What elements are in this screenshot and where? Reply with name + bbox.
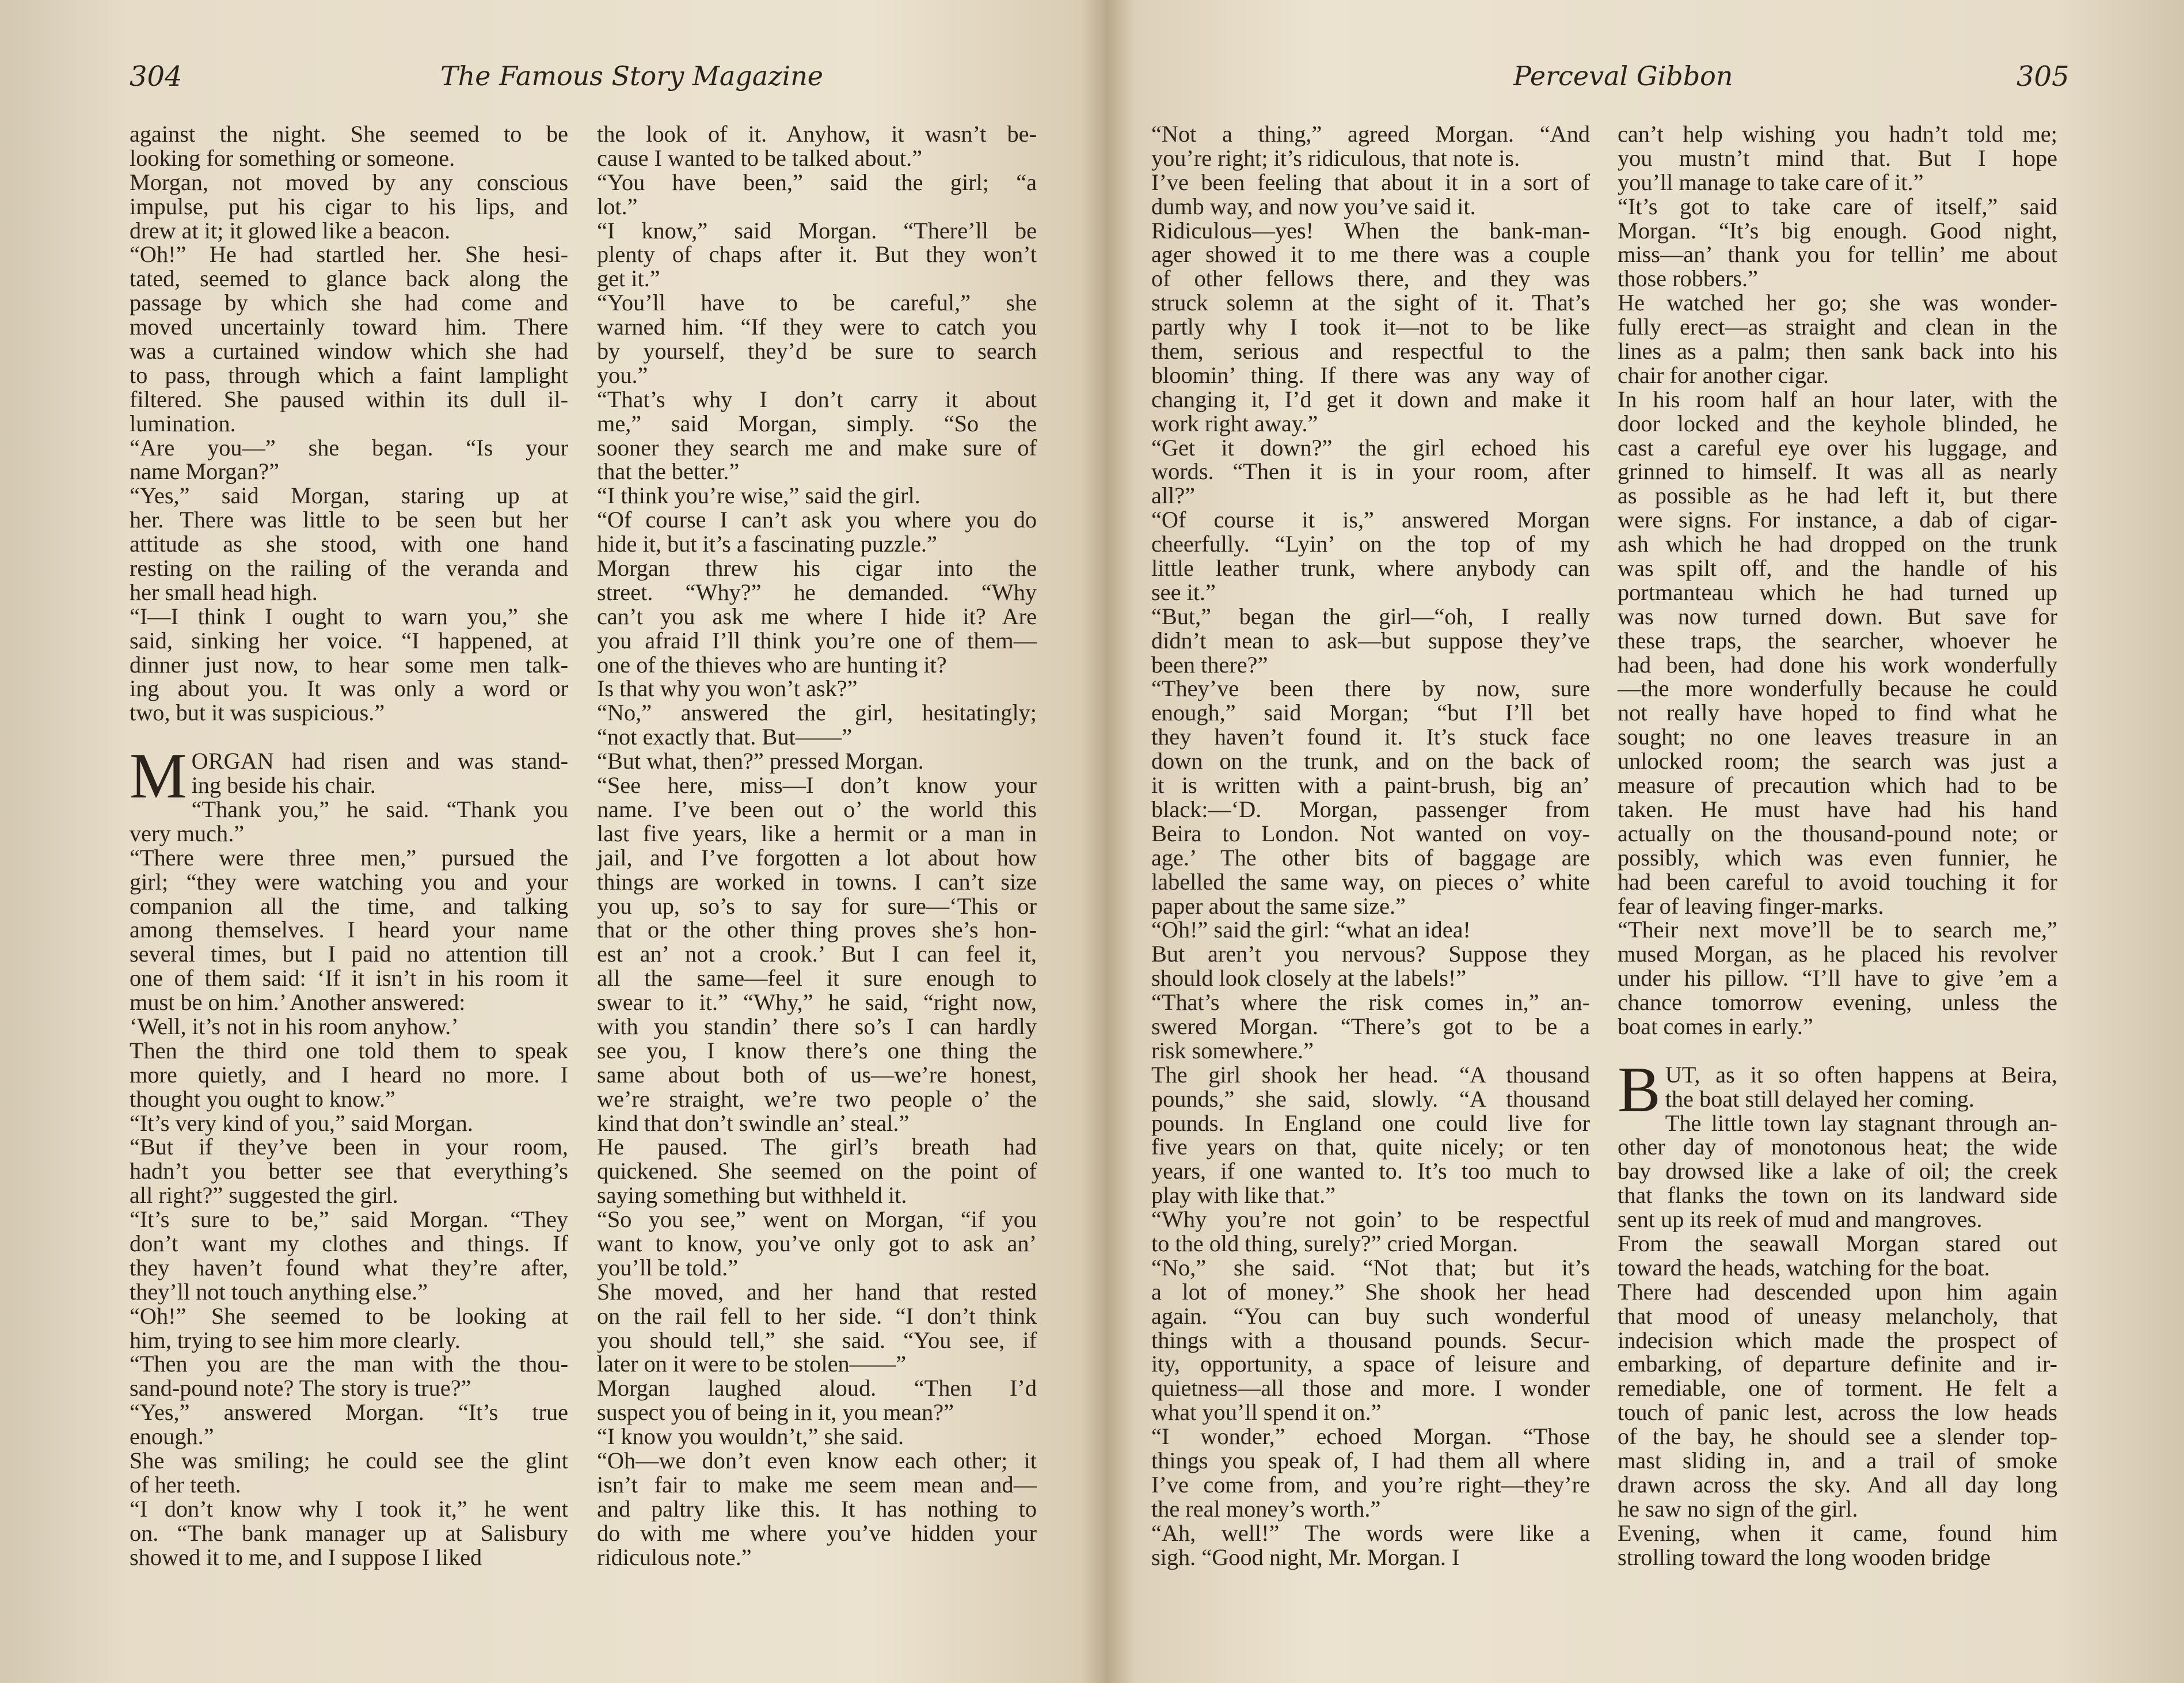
text-line: “Of course it is,” answered Morgan — [1151, 507, 1590, 533]
text-line: bay drowsed like a lake of oil; the creek — [1618, 1158, 2057, 1184]
text-line: “Oh!” said the girl: “what an idea! — [1151, 917, 1471, 943]
text-line: “not exactly that. But——” — [597, 724, 853, 750]
text-line: ‘Well, it’s not in his room anyhow.’ — [130, 1013, 459, 1039]
text-line: years, if one wanted to. It’s too much to — [1151, 1158, 1590, 1184]
text-line: should look closely at the labels!” — [1151, 965, 1467, 991]
text-line: a lot of money.” She shook her head — [1151, 1278, 1590, 1305]
text-line: “Ah, well!” The words were like a — [1151, 1519, 1590, 1546]
text-line: age.’ The other bits of baggage are — [1151, 844, 1590, 871]
text-line: him, trying to see him more clearly. — [130, 1327, 461, 1353]
text-line: hadn’t you better see that everything’s — [130, 1158, 568, 1184]
text-line: grinned to himself. It was all as nearly — [1618, 458, 2057, 485]
text-line: portmanteau which he had turned up — [1618, 579, 2057, 605]
drop-cap: M — [130, 740, 187, 812]
text-line: of other fellows there, and they was — [1151, 265, 1590, 292]
text-line: you’ll manage to take care of it.” — [1618, 169, 1924, 195]
text-line: boat comes in early.” — [1618, 1013, 1813, 1039]
text-line: of her teeth. — [130, 1471, 241, 1498]
drop-cap: B — [1618, 1054, 1661, 1126]
text-line: “I don’t know why I took it,” he went — [130, 1495, 568, 1522]
text-line: among themselves. I heard your name — [130, 917, 568, 943]
text-line: “Then you are the man with the thou- — [130, 1351, 568, 1377]
text-line: you mustn’t mind that. But I hope — [1618, 145, 2057, 171]
text-line: cast a careful eye over his luggage, and — [1618, 434, 2057, 461]
text-line: he saw no sign of the girl. — [1618, 1495, 1858, 1522]
text-line: fear of leaving finger-marks. — [1618, 892, 1884, 919]
text-line: against the night. She seemed to be — [130, 121, 568, 147]
text-line: “It’s sure to be,” said Morgan. “They — [130, 1206, 568, 1233]
text-line: lot.” — [597, 193, 638, 219]
text-line: we’re straight, we’re two people o’ the — [597, 1085, 1037, 1112]
text-line: dinner just now, to hear some men talk- — [130, 651, 568, 678]
text-line: quickened. She seemed on the point of — [597, 1158, 1037, 1184]
text-line: the real money’s worth.” — [1151, 1495, 1381, 1522]
text-line: that the better.” — [597, 458, 740, 485]
text-line: strolling toward the long wooden bridge — [1618, 1544, 1991, 1570]
text-line: things are worked in towns. I can’t size — [597, 868, 1037, 895]
text-line: embarking, of departure definite and ir- — [1618, 1351, 2057, 1377]
text-line: it is written with a paint-brush, big an’ — [1151, 772, 1590, 799]
text-line: “Of course I can’t ask you where you do — [597, 507, 1037, 533]
text-line: were signs. For instance, a dab of cigar- — [1618, 507, 2057, 533]
text-line: He watched her go; she was wonder- — [1618, 290, 2057, 316]
text-line: mast sliding in, and a trail of smoke — [1618, 1447, 2057, 1473]
text-line: get it.” — [597, 265, 660, 292]
text-line: “You have been,” said the girl; “a — [597, 169, 1037, 195]
text-line: moved uncertainly toward him. There — [130, 314, 568, 340]
text-line: again. “You can buy such wonderful — [1151, 1302, 1590, 1329]
text-column — [1151, 122, 1590, 1569]
text-line: you’re right; it’s ridiculous, that note is. — [1151, 145, 1520, 171]
text-line: Beira to London. Not wanted on voy- — [1151, 820, 1590, 846]
text-line: these traps, the searcher, whoever he — [1618, 627, 2057, 654]
text-line: “It’s very kind of you,” said Morgan. — [130, 1110, 473, 1136]
text-line: ing about you. It was only a word or — [130, 675, 568, 702]
text-line: chance tomorrow evening, unless the — [1618, 989, 2057, 1016]
text-line: do with me where you’ve hidden your — [597, 1519, 1037, 1546]
text-line: can’t you ask me where I hide it? Are — [597, 603, 1037, 629]
text-line: “Not a thing,” agreed Morgan. “And — [1151, 121, 1590, 147]
text-line: last five years, like a hermit or a man in — [597, 820, 1037, 846]
text-line: one of them said: ‘If it isn’t in his room it — [130, 965, 568, 991]
text-line: things with a thousand pounds. Secur- — [1151, 1327, 1590, 1353]
text-line: struck solemn at the sight of it. That’s — [1151, 290, 1590, 316]
text-line: “See here, miss—I don’t know your — [597, 772, 1037, 799]
page-number: 304 — [130, 60, 182, 93]
text-line: me,” said Morgan, simply. “So the — [597, 410, 1037, 436]
text-line: actually on the thousand-pound note; or — [1618, 820, 2057, 846]
text-line: “That’s where the risk comes in,” an- — [1151, 989, 1590, 1016]
text-line: words. “Then it is in your room, after — [1151, 458, 1590, 485]
text-line: “But what, then?” pressed Morgan. — [597, 748, 924, 774]
text-line: “It’s got to take care of itself,” said — [1618, 193, 2057, 219]
text-line: impulse, put his cigar to his lips, and — [130, 193, 568, 219]
text-line: said, sinking her voice. “I happened, at — [130, 627, 568, 654]
text-line: cause I wanted to be talked about.” — [597, 145, 923, 171]
text-line: didn’t mean to ask—but suppose they’ve — [1151, 627, 1590, 654]
text-line: her small head high. — [130, 579, 318, 605]
text-line: sent up its reek of mud and mangroves. — [1618, 1206, 1983, 1233]
text-line: measure of precaution which had to be — [1618, 772, 2057, 799]
text-line: Is that why you won’t ask?” — [597, 675, 858, 702]
text-line: Evening, when it came, found him — [1618, 1519, 2057, 1546]
text-line: to pass, through which a faint lamplight — [130, 362, 568, 388]
text-line: they’ll not touch anything else.” — [130, 1278, 428, 1305]
text-line: all?” — [1151, 483, 1196, 509]
text-line: hide it, but it’s a fascinating puzzle.” — [597, 531, 937, 557]
text-line: “I know,” said Morgan. “There’ll be — [597, 217, 1037, 244]
text-line: taken. He must have had his hand — [1618, 796, 2057, 822]
text-line: to the old thing, surely?” cried Morgan. — [1151, 1230, 1519, 1256]
text-line: She was smiling; he could see the glint — [130, 1447, 568, 1473]
text-line: jail, and I’ve forgotten a lot about how — [597, 844, 1037, 871]
text-line: was now turned down. But save for — [1618, 603, 2057, 629]
text-line: play with like that.” — [1151, 1182, 1336, 1209]
text-line: showed it to me, and I suppose I liked — [130, 1544, 482, 1570]
text-line: attitude as she stood, with one hand — [130, 531, 568, 557]
text-line: sooner they search me and make sure of — [597, 434, 1037, 461]
text-line: “I know you wouldn’t,” she said. — [597, 1423, 904, 1450]
text-line: that or the other thing proves she’s hon- — [597, 917, 1037, 943]
text-line: been there?” — [1151, 651, 1268, 678]
text-line: five years on that, quite nicely; or ten — [1151, 1134, 1590, 1160]
text-line: enough.” — [130, 1423, 214, 1450]
text-line: what you’ll spend it on.” — [1151, 1399, 1382, 1426]
right-page — [1092, 0, 2184, 1683]
text-line: possibly, which was even funnier, he — [1618, 844, 2057, 871]
text-line: same about both of us—we’re honest, — [597, 1061, 1037, 1088]
text-line: more quietly, and I heard no more. I — [130, 1061, 568, 1088]
text-line: was a curtained window which she had — [130, 338, 568, 364]
text-line: est an’ not a crook.’ But I can feel it, — [597, 941, 1037, 967]
text-line — [1618, 1039, 2057, 1063]
text-line: “Yes,” said Morgan, staring up at — [130, 483, 568, 509]
text-line: “Yes,” answered Morgan. “It’s true — [130, 1399, 568, 1426]
text-line: warned him. “If they were to catch you — [597, 314, 1037, 340]
text-line: ORGAN had risen and was stand- — [191, 748, 568, 774]
text-line: that flanks the town on its landward side — [1618, 1182, 2057, 1209]
text-line: tated, seemed to glance back along the — [130, 265, 568, 292]
text-line: drew at it; it glowed like a beacon. — [130, 217, 451, 244]
text-line: saying something but withheld it. — [597, 1182, 907, 1209]
text-line: very much.” — [130, 820, 245, 846]
text-line: street. “Why?” he demanded. “Why — [597, 579, 1037, 605]
text-line: From the seawall Morgan stared out — [1618, 1230, 2057, 1256]
text-line: her. There was little to be seen but her — [130, 507, 568, 533]
text-line: paper about the same size.” — [1151, 892, 1406, 919]
text-line: suspect you of being in it, you mean?” — [597, 1399, 954, 1426]
text-line: pounds,” she said, slowly. “A thousand — [1151, 1085, 1590, 1112]
text-line: on. “The bank manager up at Salisbury — [130, 1519, 568, 1546]
text-line: passage by which she had come and — [130, 290, 568, 316]
text-line: pounds. In England one could live for — [1151, 1110, 1590, 1136]
text-line: In his room half an hour later, with the — [1618, 386, 2057, 412]
text-line: Morgan laughed aloud. “Then I’d — [597, 1375, 1037, 1401]
text-line: The little town lay stagnant through an- — [1665, 1110, 2057, 1136]
text-line: enough,” said Morgan; “but I’ll bet — [1151, 700, 1590, 726]
text-line: sand-pound note? The story is true?” — [130, 1375, 471, 1401]
text-line: ridiculous note.” — [597, 1544, 752, 1570]
text-line: the boat still delayed her coming. — [1665, 1085, 1974, 1112]
text-line: The girl shook her head. “A thousand — [1151, 1061, 1590, 1088]
text-line: not really have hoped to find what he — [1618, 700, 2057, 726]
text-line: that mood of uneasy melancholy, that — [1618, 1302, 2057, 1329]
text-line: little leather trunk, where anybody can — [1151, 555, 1590, 582]
text-line: with you standin’ there so’s I can hardly — [597, 1013, 1037, 1039]
text-line: you’ll be told.” — [597, 1254, 739, 1281]
text-line: isn’t fair to make me seem mean and— — [597, 1471, 1037, 1498]
text-line: mused Morgan, as he placed his revolver — [1618, 941, 2057, 967]
text-line: “I think you’re wise,” said the girl. — [597, 483, 920, 509]
text-line: on the rail fell to her side. “I don’t think — [597, 1302, 1037, 1329]
text-line: resting on the railing of the veranda and — [130, 555, 568, 582]
text-line: several times, but I paid no attention till — [130, 941, 568, 967]
text-line: ash which he had dropped on the trunk — [1618, 531, 2057, 557]
text-column — [597, 122, 1037, 1569]
text-line: plenty of chaps after it. But they won’t — [597, 241, 1037, 268]
text-line: quietness—all those and more. I wonder — [1151, 1375, 1590, 1401]
text-line: “Why you’re not goin’ to be respectful — [1151, 1206, 1590, 1233]
text-line: “But if they’ve been in your room, — [130, 1134, 568, 1160]
text-line: you afraid I’ll think you’re one of them— — [597, 627, 1037, 654]
text-line: they haven’t found it. It’s stuck face — [1151, 724, 1590, 750]
text-line: Morgan, not moved by any conscious — [130, 169, 568, 195]
text-line: bloomin’ thing. If there was any way of — [1151, 362, 1590, 388]
text-line: ity, opportunity, a space of leisure and — [1151, 1351, 1590, 1377]
running-header: The Famous Story Magazine — [440, 60, 824, 92]
text-line: Morgan threw his cigar into the — [597, 555, 1037, 582]
text-line: partly why I took it—not to be like — [1151, 314, 1590, 340]
text-line: those robbers.” — [1618, 265, 1758, 292]
text-line: “That’s why I don’t carry it about — [597, 386, 1037, 412]
text-line: chair for another cigar. — [1618, 362, 1829, 388]
text-line: “Thank you,” he said. “Thank you — [191, 796, 568, 822]
text-line: lumination. — [130, 410, 236, 436]
text-line: miss—an’ thank you for tellin’ me about — [1618, 241, 2057, 268]
text-line: as possible as he had left it, but there — [1618, 483, 2057, 509]
text-line: later on it were to be stolen——” — [597, 1351, 907, 1377]
text-line: “I—I think I ought to warn you,” she — [130, 603, 568, 629]
text-line: She moved, and her hand that rested — [597, 1278, 1037, 1305]
text-line: labelled the same way, on pieces o’ white — [1151, 868, 1590, 895]
text-line: “Oh!” He had startled her. She hesi- — [130, 241, 568, 268]
text-line: filtered. She paused within its dull il- — [130, 386, 568, 412]
text-line: you.” — [597, 362, 648, 388]
text-line: sought; no one leaves treasure in an — [1618, 724, 2057, 750]
text-line: and paltry like this. It has nothing to — [597, 1495, 1037, 1522]
text-line: black:—‘D. Morgan, passenger from — [1151, 796, 1590, 822]
text-line: kind that don’t swindle an’ steal.” — [597, 1110, 910, 1136]
text-line: had been careful to avoid touching it for — [1618, 868, 2057, 895]
text-line: you should tell,” she said. “You see, if — [597, 1327, 1037, 1353]
text-line: things you speak of, I had them all where — [1151, 1447, 1590, 1473]
text-line: “Oh—we don’t even know each other; it — [597, 1447, 1037, 1473]
text-line: cheerfully. “Lyin’ on the top of my — [1151, 531, 1590, 557]
text-line: touch of panic lest, across the low heads — [1618, 1399, 2057, 1426]
text-line: risk somewhere.” — [1151, 1037, 1314, 1063]
text-line: of the bay, he should see a slender top- — [1618, 1423, 2057, 1450]
text-line: “They’ve been there by now, sure — [1151, 675, 1590, 702]
text-line: dumb way, and now you’ve said it. — [1151, 193, 1476, 219]
text-line: There had descended upon him again — [1618, 1278, 2057, 1305]
text-line: see it.” — [1151, 579, 1216, 605]
text-line: “Get it down?” the girl echoed his — [1151, 434, 1590, 461]
text-line: name Morgan?” — [130, 458, 279, 485]
text-line: Ridiculous—yes! When the bank-man- — [1151, 217, 1590, 244]
text-line: companion all the time, and talking — [130, 892, 568, 919]
text-line: “Are you—” she began. “Is your — [130, 434, 568, 461]
text-line: work right away.” — [1151, 410, 1318, 436]
text-line: name. I’ve been out o’ the world this — [597, 796, 1037, 822]
text-line: can’t help wishing you hadn’t told me; — [1618, 121, 2057, 147]
text-line: “Oh!” She seemed to be looking at — [130, 1302, 568, 1329]
text-line: —the more wonderfully because he could — [1618, 675, 2057, 702]
text-line: “But,” began the girl—“oh, I really — [1151, 603, 1590, 629]
text-line: I’ve been feeling that about it in a sort of — [1151, 169, 1590, 195]
text-line: want to know, you’ve only got to ask an’ — [597, 1230, 1037, 1256]
text-line: “So you see,” went on Morgan, “if you — [597, 1206, 1037, 1233]
text-line: sigh. “Good night, Mr. Morgan. I — [1151, 1544, 1460, 1570]
text-line: “No,” she said. “Not that; but it’s — [1151, 1254, 1590, 1281]
text-line: Morgan. “It’s big enough. Good night, — [1618, 217, 2057, 244]
text-line: “There were three men,” pursued the — [130, 844, 568, 871]
text-line: “I wonder,” echoed Morgan. “Those — [1151, 1423, 1590, 1450]
text-line: must be on him.’ Another answered: — [130, 989, 466, 1016]
text-line: one of the thieves who are hunting it? — [597, 651, 947, 678]
text-line: drawn across the sky. And all day long — [1618, 1471, 2057, 1498]
text-line: you up, so’s to say for sure—‘This or — [597, 892, 1037, 919]
text-line: other day of monotonous heat; the wide — [1618, 1134, 2057, 1160]
text-line: see you, I know there’s one thing the — [597, 1037, 1037, 1063]
text-line: them, serious and respectful to the — [1151, 338, 1590, 364]
text-line: changing it, I’d get it down and make it — [1151, 386, 1590, 412]
text-line — [130, 725, 568, 749]
text-line: UT, as it so often happens at Beira, — [1665, 1061, 2057, 1088]
text-line: down on the trunk, and on the back of — [1151, 748, 1590, 774]
text-line: they haven’t found what they’re after, — [130, 1254, 568, 1281]
text-line: had been, had done his work wonderfully — [1618, 651, 2057, 678]
text-line: girl; “they were watching you and your — [130, 868, 568, 895]
text-line: “No,” answered the girl, hesitatingly; — [597, 700, 1037, 726]
running-header: Perceval Gibbon — [1513, 60, 1733, 92]
text-line: door locked and the keyhole blinded, he — [1618, 410, 2057, 436]
page-number: 305 — [2016, 60, 2069, 93]
text-line: was spilt off, and the handle of his — [1618, 555, 2057, 582]
text-line: He paused. The girl’s breath had — [597, 1134, 1037, 1160]
text-line: don’t want my clothes and things. If — [130, 1230, 568, 1256]
text-line: But aren’t you nervous? Suppose they — [1151, 941, 1590, 967]
text-line: “You’ll have to be careful,” she — [597, 290, 1037, 316]
text-line: looking for something or someone. — [130, 145, 455, 171]
text-line: lines as a palm; then sank back into his — [1618, 338, 2057, 364]
text-line: by yourself, they’d be sure to search — [597, 338, 1037, 364]
text-line: all the same—feel it sure enough to — [597, 965, 1037, 991]
text-line: thought you ought to know.” — [130, 1085, 395, 1112]
text-line: under his pillow. “I’ll have to give ’em a — [1618, 965, 2057, 991]
text-line: two, but it was suspicious.” — [130, 700, 385, 726]
text-line: unlocked room; the search was just a — [1618, 748, 2057, 774]
text-line: “Their next move’ll be to search me,” — [1618, 917, 2057, 943]
text-line: toward the heads, watching for the boat. — [1618, 1254, 1990, 1281]
text-line: Then the third one told them to speak — [130, 1037, 568, 1063]
text-column — [130, 122, 568, 1569]
text-line: the look of it. Anyhow, it wasn’t be- — [597, 121, 1037, 147]
text-line: indecision which made the prospect of — [1618, 1327, 2057, 1353]
text-column — [1618, 122, 2057, 1569]
text-line: I’ve come from, and you’re right—they’re — [1151, 1471, 1590, 1498]
text-line: ing beside his chair. — [191, 772, 376, 799]
text-line: ager showed it to me there was a couple — [1151, 241, 1590, 268]
text-line: swear to it.” “Why,” he said, “right now, — [597, 989, 1037, 1016]
text-line: all right?” suggested the girl. — [130, 1182, 398, 1209]
text-line: fully erect—as straight and clean in the — [1618, 314, 2057, 340]
text-line: swered Morgan. “There’s got to be a — [1151, 1013, 1590, 1039]
text-line: remediable, one of torment. He felt a — [1618, 1375, 2057, 1401]
